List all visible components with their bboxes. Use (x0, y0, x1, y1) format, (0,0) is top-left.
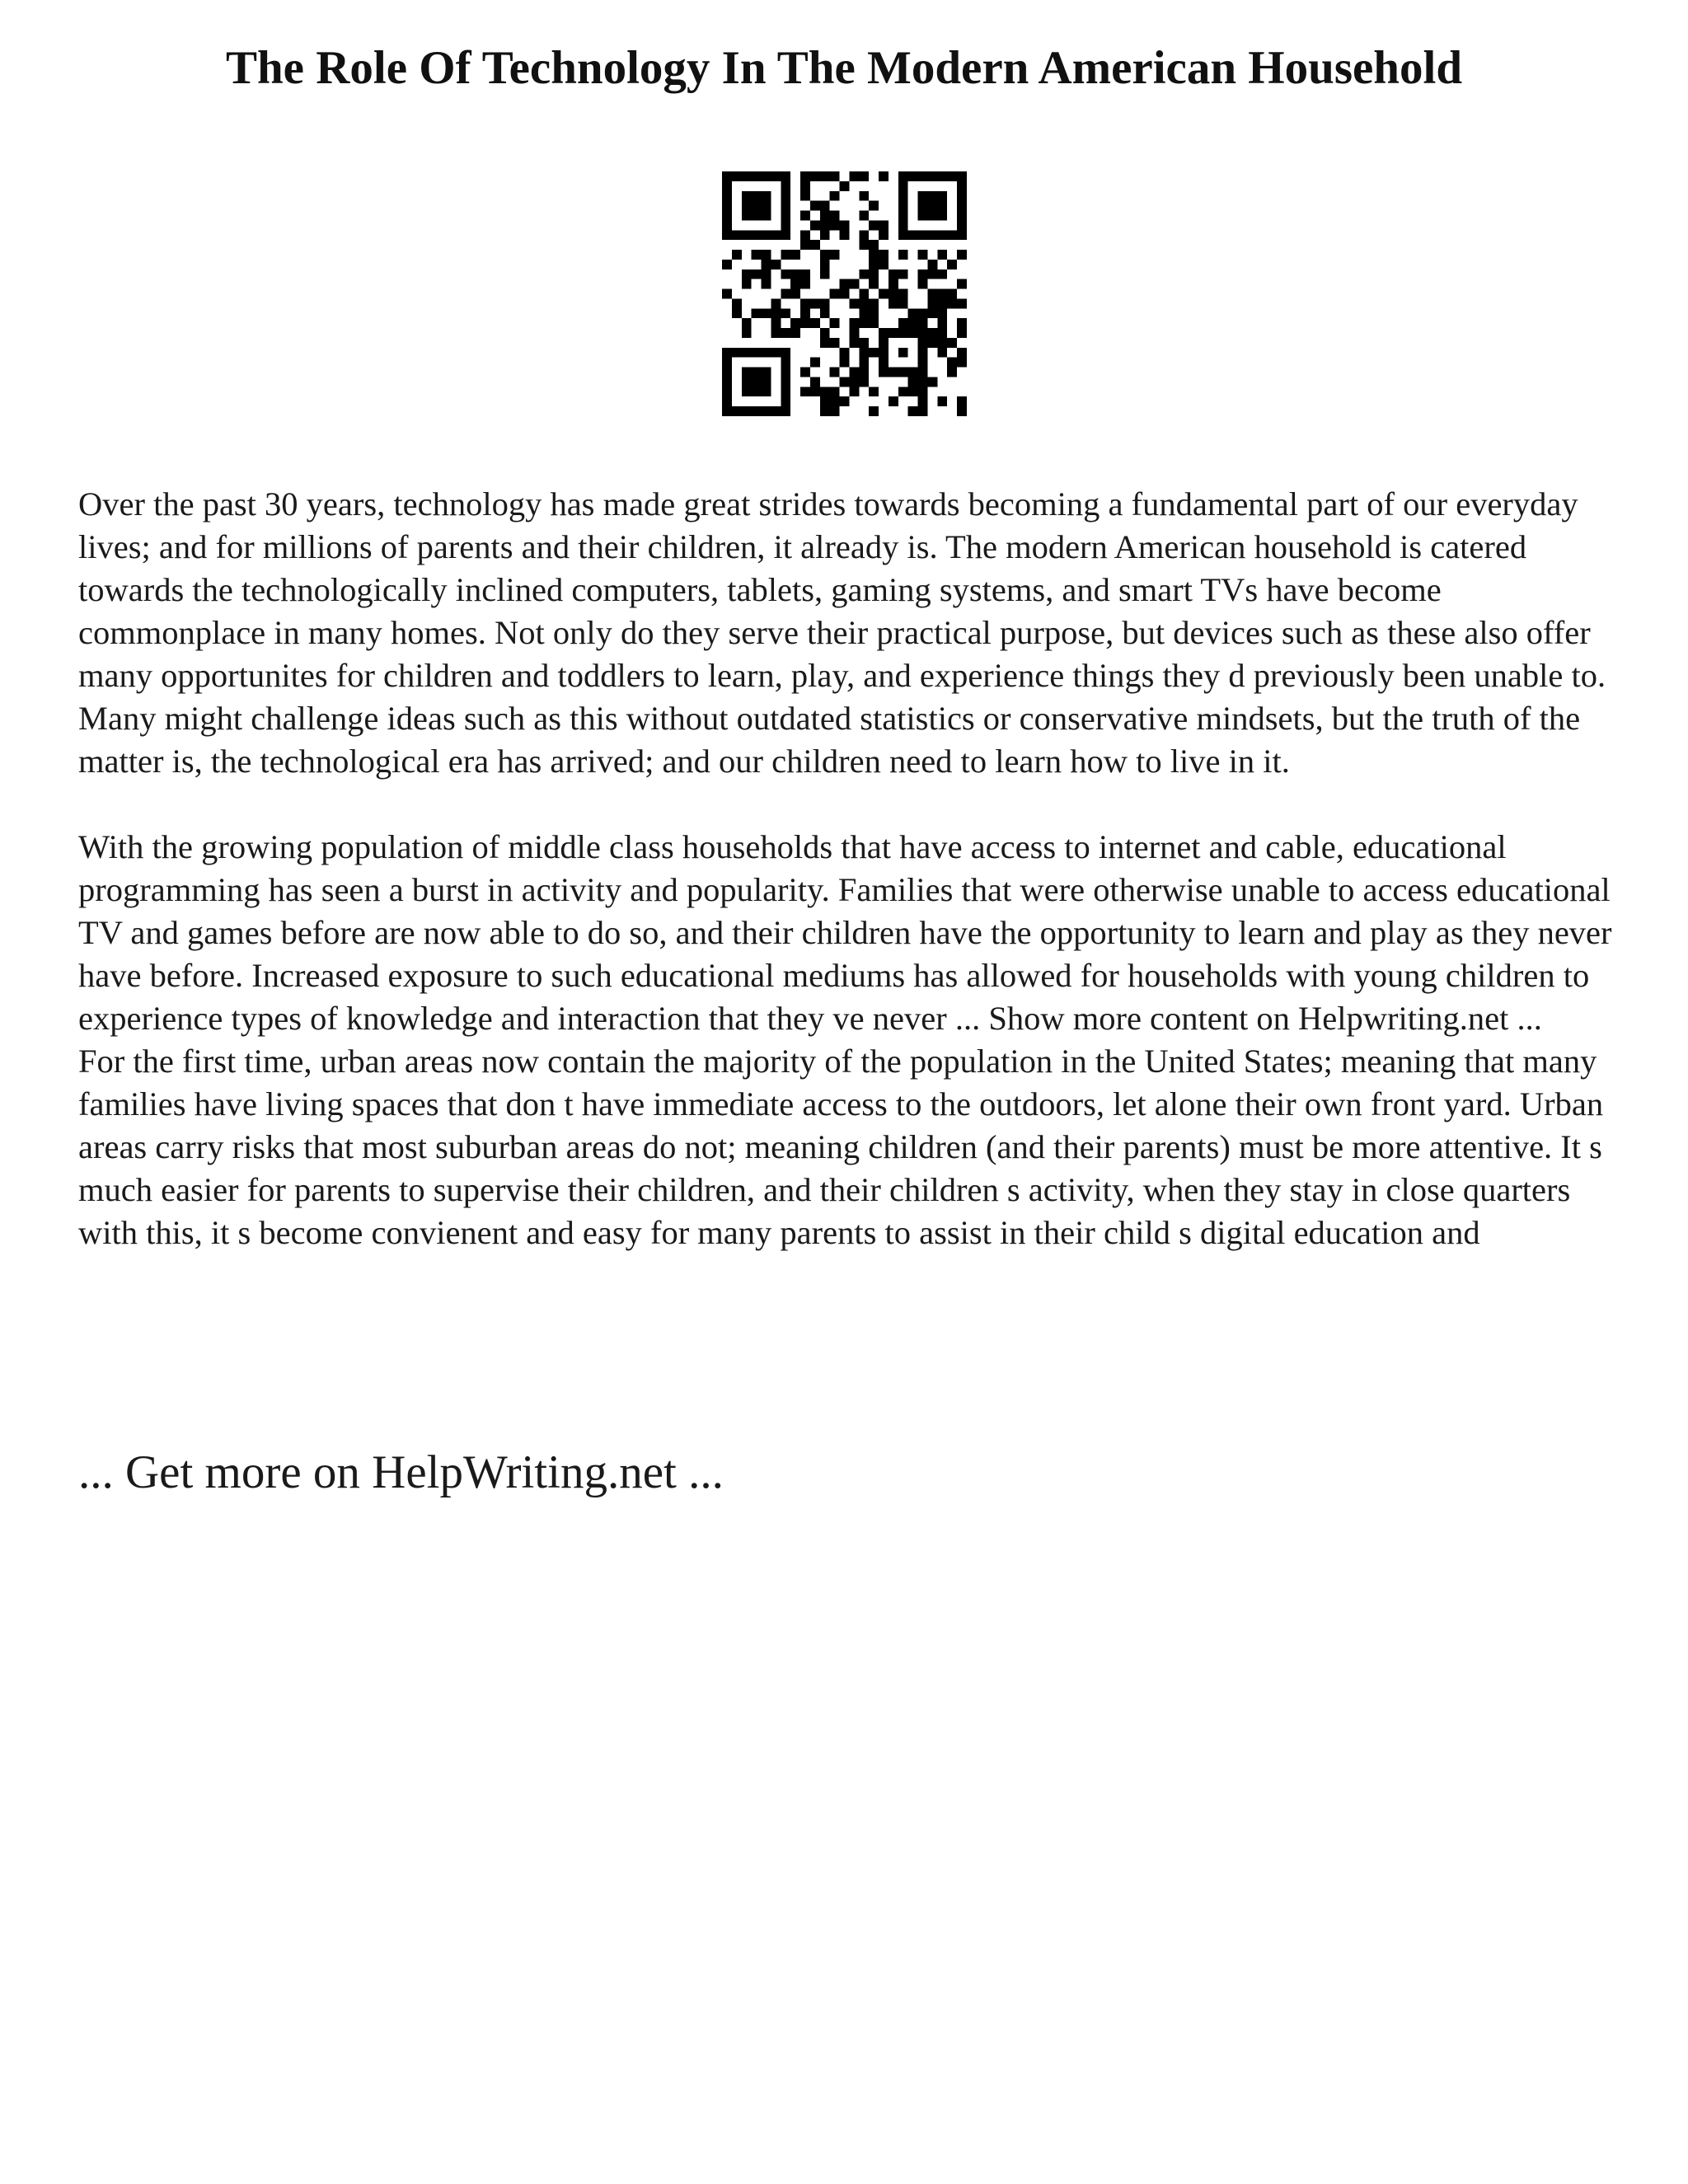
paragraph-education: With the growing population of middle class households that have access to internet and cable, educational programming has seen a burst in activity and popularity. Families that were otherwise unable to access educational TV and games before are now able to do so, and their children have the opportunity to learn and play as they never have before. Increased exposure to such educational mediums has allowed for households with young children to experience types of knowledge and interaction that they ve never ... Show more content on Helpwriting.net ... (78, 828, 1612, 1037)
qr-code-icon (722, 171, 967, 416)
paragraph-intro: Over the past 30 years, technology has made great strides towards becoming a fundamental part of our everyday lives; and for millions of parents and their children, it already is. The modern American household is catered towards the technologically inclined computers, tablets, gaming systems, and smart TVs have become commonplace in many homes. Not only do they serve their practical purpose, but devices such as these also offer many opportunites for children and toddlers to learn, play, and experience things they d previously been unable to. Many might challenge ideas such as this without outdated statistics or conservative mindsets, but the truth of the matter is, the technological era has arrived; and our children need to learn how to live in it. (78, 485, 1606, 780)
article-body (78, 483, 1628, 1254)
paragraph-urban: For the first time, urban areas now contain the majority of the population in the United States; meaning that many families have living spaces that don t have immediate access to the outdoors, let alone their own front yard. Urban areas carry risks that most suburban areas do not; meaning children (and their parents) must be more attentive. It s much easier for parents to supervise their children, and their children s activity, when they stay in close quarters with this, it s become convienent and easy for many parents to assist in their child s digital education and (78, 1043, 1604, 1251)
get-more-link[interactable]: ... Get more on HelpWriting.net ... (78, 1446, 724, 1498)
page-title: The Role Of Technology In The Modern American Household (225, 42, 1463, 94)
